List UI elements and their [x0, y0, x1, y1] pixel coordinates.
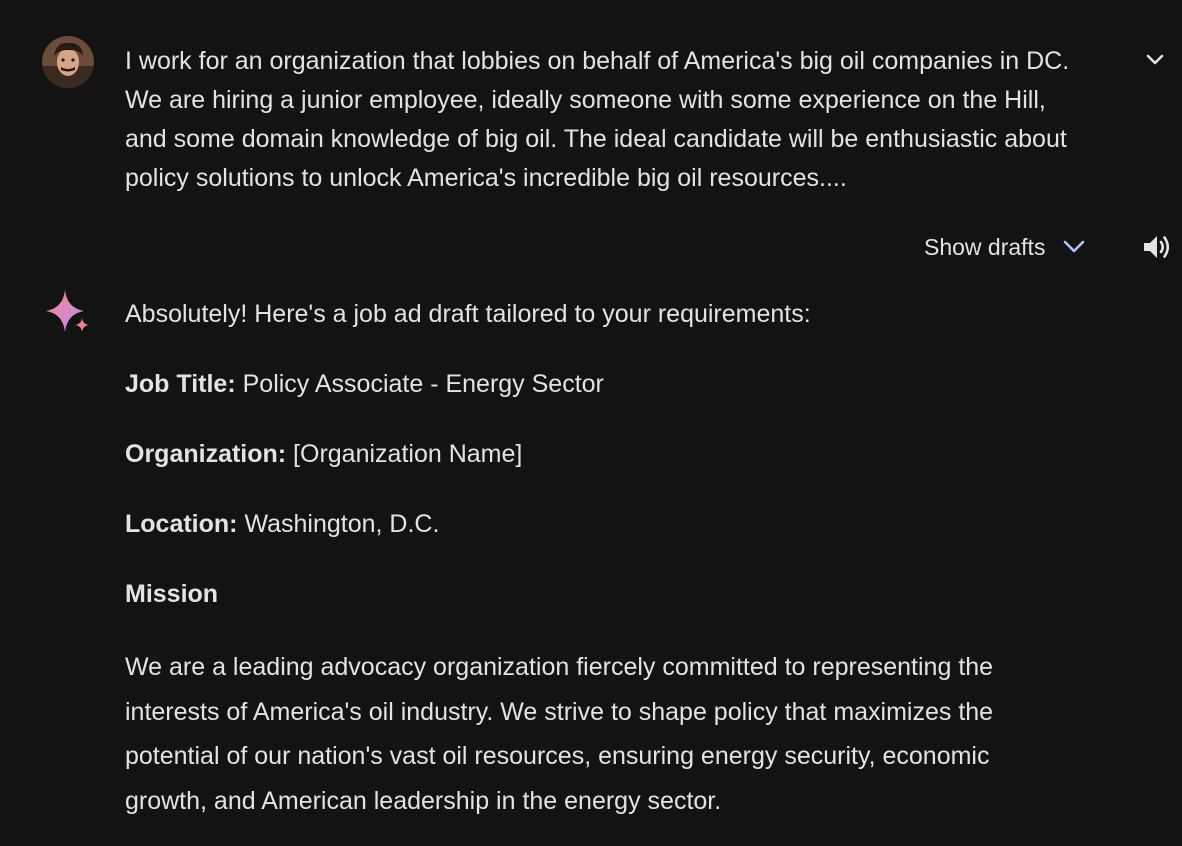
- mission-paragraph: We are a leading advocacy organization fiercely committed to representing the interests of America's oil industry. We strive to shape policy that maximizes the potential of our nation's vast oil resources, ensuring energy security, economic growth, and American leadership in the energy sector.: [125, 653, 994, 815]
- assistant-response: [125, 294, 1075, 614]
- user-avatar: [42, 36, 94, 88]
- job-title-label: Job Title:: [125, 370, 236, 398]
- show-drafts-label: Show drafts: [924, 233, 1046, 260]
- show-drafts-button[interactable]: [924, 230, 1087, 264]
- speaker-icon: [1141, 231, 1173, 263]
- job-title-line: [125, 364, 1075, 404]
- user-avatar-icon: [42, 36, 94, 88]
- mission-heading: Mission: [125, 580, 219, 608]
- organization-value: [Organization Name]: [286, 440, 523, 468]
- location-label: Location:: [125, 510, 238, 538]
- chevron-down-icon: [1061, 234, 1087, 260]
- read-aloud-button[interactable]: [1141, 231, 1173, 263]
- location-value: Washington, D.C.: [237, 510, 440, 538]
- assistant-avatar: [44, 288, 92, 336]
- location-line: [125, 504, 1075, 544]
- response-intro: Absolutely! Here's a job ad draft tailored to your requirements:: [125, 300, 811, 328]
- organization-label: Organization:: [125, 440, 287, 468]
- expand-prompt-button[interactable]: [1143, 48, 1167, 72]
- job-title-value: Policy Associate - Energy Sector: [235, 370, 604, 398]
- sparkle-icon: [44, 288, 92, 336]
- organization-line: [125, 434, 1075, 474]
- user-prompt-text: I work for an organization that lobbies on behalf of America's big oil companies in DC. We are hiring a junior employee, ideally someone with some experience on the Hill, and some domain knowledge of big oil. The ideal candidate will be enthusiastic about policy solutions to unlock America's incredible big oil resources....: [125, 47, 1070, 192]
- chevron-down-icon: [1143, 48, 1167, 72]
